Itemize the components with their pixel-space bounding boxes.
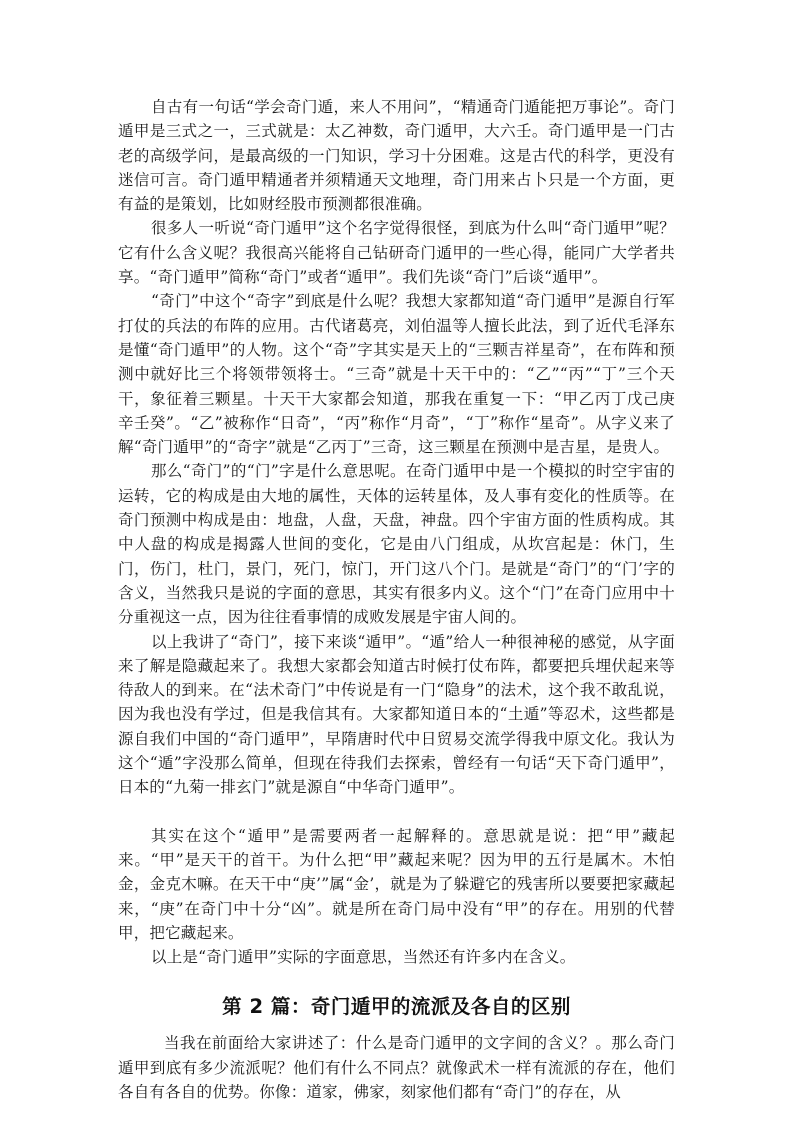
paragraph-dun-character: 以上我讲了“奇门”，接下来谈“遁甲”。“遁”给人一种很神秘的感觉，从字面来了解是隐藏起来了。我想大家都会知道古时候打仗布阵，都要把兵埋伏起来等待敌人的到来。在“法术奇门”中传说是有一门“隐身”的法术，这个我不敢乱说，因为我也没有学过，但是我信其有。大家都知道日本的“土遁”等忍术，这些都是源自我们中国的“奇门遁甲”，早隋唐时代中日贸易交流学得我中原文化。我认为这个“遁”字没那么简单，但现在待我们去探索，曾经有一句话“天下奇门遁甲”，日本的“九菊一排玄门”就是源自“中华奇门遁甲”。 bbox=[118, 632, 675, 797]
paragraph-summary: 以上是“奇门遁甲”实际的字面意思，当然还有许多内在含义。 bbox=[151, 948, 576, 967]
paragraph-gap bbox=[118, 800, 675, 824]
paragraph-name-meaning: 很多人一听说“奇门遁甲”这个名字觉得很怪，到底为什么叫“奇门遁甲”呢？它有什么含义呢？我很高兴能将自己钻研奇门遁甲的一些心得，能同广大学者共享。“奇门遁甲”简称“奇门”或者“遁甲”。我们先谈“奇门”后谈“遁甲”。 bbox=[118, 219, 675, 287]
paragraph-dunjia-explained: 其实在这个“遁甲”是需要两者一起解释的。意思就是说：把“甲”藏起来。“甲”是天干的首干。为什么把“甲”藏起来呢？因为甲的五行是属木。木怕金，金克木嘛。在天干中“庚’”属“金’，就是为了躲避它的残害所以要要把家藏起来，“庚”在奇门中十分“凶”。就是所在奇门局中没有“甲”的存在。用别的代替甲，把它藏起来。 bbox=[118, 826, 675, 942]
paragraph-qi-character: “奇门”中这个“奇字”到底是什么呢？我想大家都知道“奇门遁甲”是源自行军打仗的兵法的布阵的应用。古代诸葛亮，刘伯温等人擅长此法，到了近代毛泽东是懂“奇门遁甲”的人物。这个“奇”字其实是天上的“三颗吉祥星奇”，在布阵和预测中就好比三个将领带领将士。“三奇”就是十天干中的：“乙”“丙”“丁”三个天干，象征着三颗星。十天干大家都会知道，那我在重复一下：“甲乙丙丁戊己庚辛壬癸”。“乙”被称作“日奇”，“丙”称作“月奇”，“丁”称作“星奇”。从字义来了解“奇门遁甲”的“奇字”就是“乙丙丁”三奇，这三颗星在预测中是吉星，是贵人。 bbox=[118, 292, 675, 457]
paragraph-intro: 自古有一句话“学会奇门遁，来人不用问”，“精通奇门遁能把万事论”。奇门遁甲是三式之一，三式就是：太乙神数，奇门遁甲，大六壬。奇门遁甲是一门古老的高级学问，是最高级的一门知识，学习十分困难。这是古代的科学，更没有迷信可言。奇门遁甲精通者并须精通天文地理，奇门用来占卜只是一个方面，更有益的是策划，比如财经股市预测都很准确。 bbox=[118, 98, 675, 214]
paragraph-men-character: 那么“奇门”的“门”字是什么意思呢。在奇门遁甲中是一个模拟的时空宇宙的运转，它的构成是由大地的属性，天体的运转星体，及人事有変化的性质等。在奇门预测中构成是由：地盘，人盘，天盘，神盘。四个宇宙方面的性质构成。其中人盘的构成是揭露人世间的变化，它是由八门组成，从坎宫起是：休门，生门，伤门，杜门，景门，死门，惊门，开门这八个门。是就是“奇门”的“门’字的含义，当然我只是说的字面的意思，其实有很多内义。这个“门”在奇门应用中十分重视这一点，因为往往看事情的成败发展是宇宙人间的。 bbox=[118, 462, 675, 627]
paragraph-section-intro: 当我在前面给大家讲述了：什么是奇门遁甲的文字间的含义？。那么奇门遁甲到底有多少流派呢？他们有什么不同点？就像武术一样有流派的存在，他们各自有各自的优势。你像：道家，佛家，刻家他们都有“奇门”的存在，从 bbox=[118, 1034, 675, 1101]
section-title: 第 2 篇：奇门遁甲的流派及各自的区别 bbox=[222, 995, 571, 1019]
